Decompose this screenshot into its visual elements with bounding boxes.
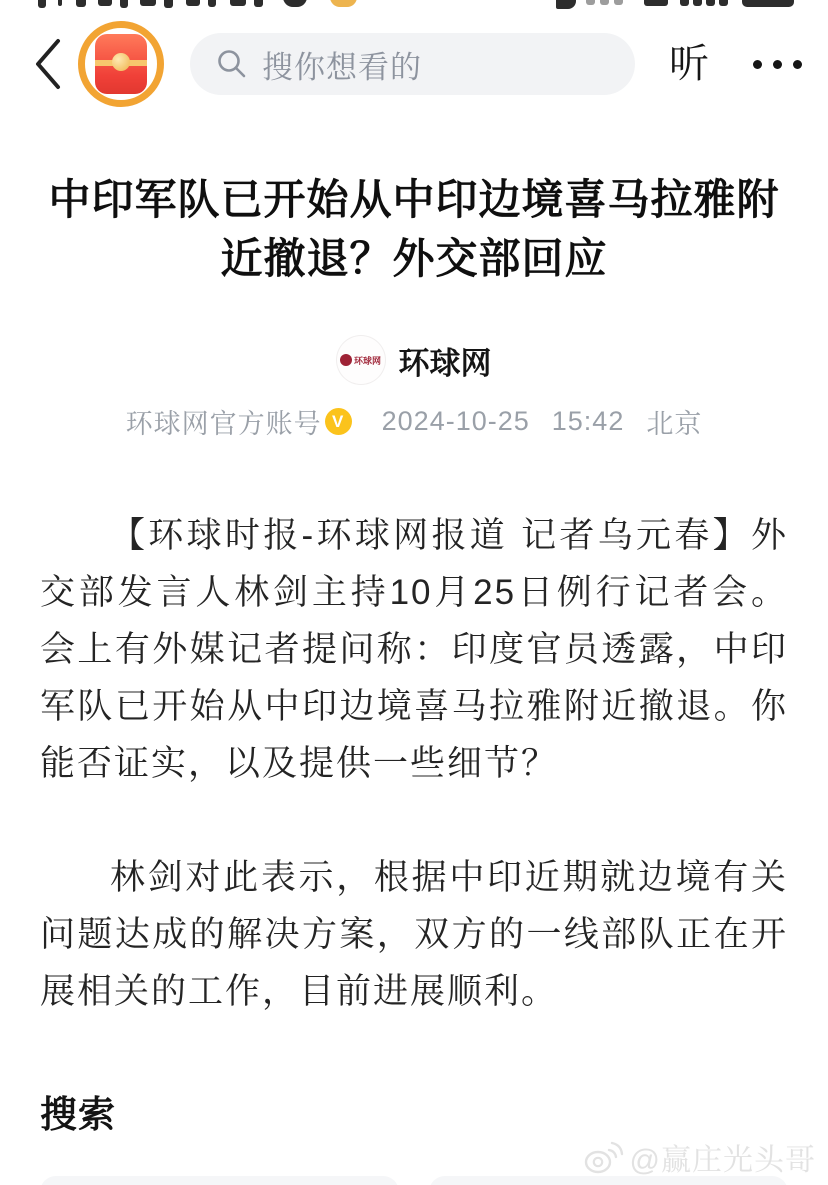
article-body: [40, 507, 788, 1020]
status-text-remnant: [76, 0, 86, 7]
avatar-logo-text: 环球网: [353, 355, 381, 366]
status-text-remnant: [254, 0, 263, 7]
more-dots-icon: [793, 60, 802, 69]
more-button[interactable]: [753, 50, 802, 79]
publish-date: 2024-10-25: [381, 406, 530, 436]
status-text-remnant: [230, 0, 246, 6]
status-icon-remnant: [706, 0, 715, 6]
navbar: [0, 16, 828, 108]
status-signal-remnant: [614, 0, 623, 5]
author-avatar[interactable]: [337, 336, 385, 384]
status-text-remnant: [58, 0, 62, 6]
search-placeholder: 搜你想看的: [262, 49, 422, 85]
article: [0, 170, 828, 1020]
status-coin-icon-remnant: [330, 0, 357, 7]
status-signal-remnant: [586, 0, 595, 5]
red-packet-clasp: [112, 53, 130, 71]
status-text-remnant: [208, 0, 216, 7]
weibo-icon: [582, 1139, 624, 1175]
author-row[interactable]: [40, 336, 788, 384]
red-packet-icon[interactable]: [78, 21, 164, 107]
status-text-remnant: [140, 0, 156, 6]
article-title: 中印军队已开始从中印边境喜马拉雅附近撤退？外交部回应: [48, 176, 780, 282]
watermark-text: @赢庄光头哥: [629, 1144, 816, 1177]
more-dots-icon: [753, 60, 762, 69]
status-icon-remnant: [693, 0, 702, 6]
listen-button[interactable]: 听: [669, 42, 709, 86]
status-location-icon-remnant: [556, 0, 576, 9]
status-icon-remnant: [719, 0, 728, 6]
publish-time: 15:42: [551, 406, 625, 436]
status-icon-remnant: [644, 0, 668, 6]
search-section-title: 搜索: [40, 1094, 116, 1135]
article-meta: [40, 402, 788, 441]
search-suggestion-chip[interactable]: [40, 1176, 399, 1185]
status-text-remnant: [120, 0, 128, 8]
back-chevron-icon: [33, 37, 63, 91]
status-icon-remnant: [283, 0, 307, 7]
search-bar[interactable]: [190, 33, 635, 95]
status-text-remnant: [164, 0, 173, 8]
paragraph: 【环球时报-环球网报道 记者乌元春】外交部发言人林剑主持10月25日例行记者会。会上有外媒记者提问称：印度官员透露，中印军队已开始从中印边境喜马拉雅附近撤退。你能否证实，以及提供一些细节？: [40, 516, 788, 783]
status-signal-remnant: [600, 0, 609, 5]
status-text-remnant: [186, 0, 200, 6]
account-label: 环球网官方账号: [125, 409, 322, 439]
status-bar: [0, 0, 828, 16]
watermark: [582, 1135, 816, 1179]
author-name[interactable]: 环球网: [398, 345, 492, 381]
verified-badge-icon: V: [325, 408, 352, 435]
search-icon: [216, 48, 248, 80]
back-button[interactable]: [26, 34, 70, 94]
status-battery-icon-remnant: [742, 0, 794, 7]
status-text-remnant: [98, 0, 112, 6]
more-dots-icon: [773, 60, 782, 69]
red-packet-envelope: [95, 34, 147, 94]
paragraph: 林剑对此表示，根据中印近期就边境有关问题达成的解决方案，双方的一线部队正在开展相关的工作，目前进展顺利。: [40, 858, 788, 1011]
publish-location: 北京: [646, 409, 703, 439]
status-text-remnant: [38, 0, 46, 8]
status-icon-remnant: [680, 0, 689, 6]
huanqiu-logo-icon: [340, 354, 352, 366]
